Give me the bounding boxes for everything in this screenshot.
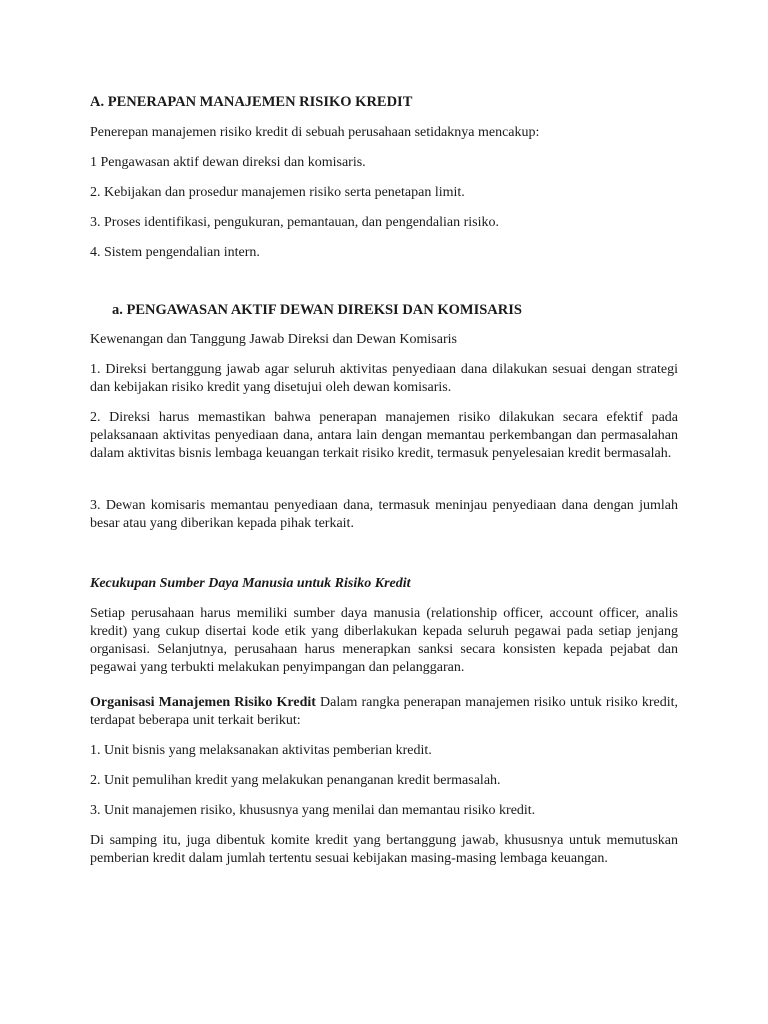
organisasi-unit-3: 3. Unit manajemen risiko, khususnya yang menilai dan memantau risiko kredit. bbox=[90, 803, 536, 818]
section-a-intro: Penerepan manajemen risiko kredit di sebuah perusahaan setidaknya mencakup: bbox=[90, 125, 540, 140]
sdm-body: Setiap perusahaan harus memiliki sumber daya manusia (relationship officer, account officer, analis kredit) yang cukup disertai kode etik yang diberlakukan kepada seluruh pegawai pada setiap jenjang organisasi. Selanjutnya, perusahaan harus menerapkan sanksi secara konsisten kepada pejabat dan pegawai yang terbukti melakukan penyimpangan dan pelanggaran. bbox=[90, 606, 678, 675]
section-a-item-4: 4. Sistem pengendalian intern. bbox=[90, 245, 260, 260]
section-a-heading: A. PENERAPAN MANAJEMEN RISIKO KREDIT bbox=[90, 94, 413, 110]
subsection-a-point-1: 1. Direksi bertanggung jawab agar seluruh aktivitas penyediaan dana dilakukan sesuai dengan strategi dan kebijakan risiko kredit yang disetujui oleh dewan komisaris. bbox=[90, 362, 678, 395]
section-a-item-1: 1 Pengawasan aktif dewan direksi dan komisaris. bbox=[90, 155, 366, 170]
organisasi-unit-2: 2. Unit pemulihan kredit yang melakukan penanganan kredit bermasalah. bbox=[90, 773, 501, 788]
sdm-heading: Kecukupan Sumber Daya Manusia untuk Risiko Kredit bbox=[90, 576, 411, 591]
section-a-item-2: 2. Kebijakan dan prosedur manajemen risiko serta penetapan limit. bbox=[90, 185, 465, 200]
organisasi-lead: Organisasi Manajemen Risiko Kredit bbox=[90, 695, 316, 710]
organisasi-closing: Di samping itu, juga dibentuk komite kredit yang bertanggung jawab, khususnya untuk memutuskan pemberian kredit dalam jumlah tertentu sesuai kebijakan masing-masing lembaga keuangan. bbox=[90, 833, 678, 866]
subsection-a-point-3: 3. Dewan komisaris memantau penyediaan dana, termasuk meninjau penyediaan dana dengan jumlah besar atau yang diberikan kepada pihak terkait. bbox=[90, 498, 678, 531]
section-a-item-3: 3. Proses identifikasi, pengukuran, pemantauan, dan pengendalian risiko. bbox=[90, 215, 500, 230]
organisasi-paragraph bbox=[90, 694, 678, 730]
organisasi-body: Dalam rangka penerapan manajemen risiko untuk risiko kredit, terdapat beberapa unit terkait berikut: bbox=[90, 695, 678, 728]
subsection-a-intro: Kewenangan dan Tanggung Jawab Direksi dan Dewan Komisaris bbox=[90, 332, 457, 347]
subsection-a-heading: a. PENGAWASAN AKTIF DEWAN DIREKSI DAN KOMISARIS bbox=[112, 302, 522, 318]
organisasi-unit-1: 1. Unit bisnis yang melaksanakan aktivitas pemberian kredit. bbox=[90, 743, 432, 758]
subsection-a-point-2: 2. Direksi harus memastikan bahwa penerapan manajemen risiko dilakukan secara efektif pada pelaksanaan aktivitas penyediaan dana, antara lain dengan memantau perkembangan dan permasalahan dalam aktivitas bisnis lembaga keuangan terkait risiko kredit, termasuk penyelesaian kredit bermasalah. bbox=[90, 410, 678, 461]
